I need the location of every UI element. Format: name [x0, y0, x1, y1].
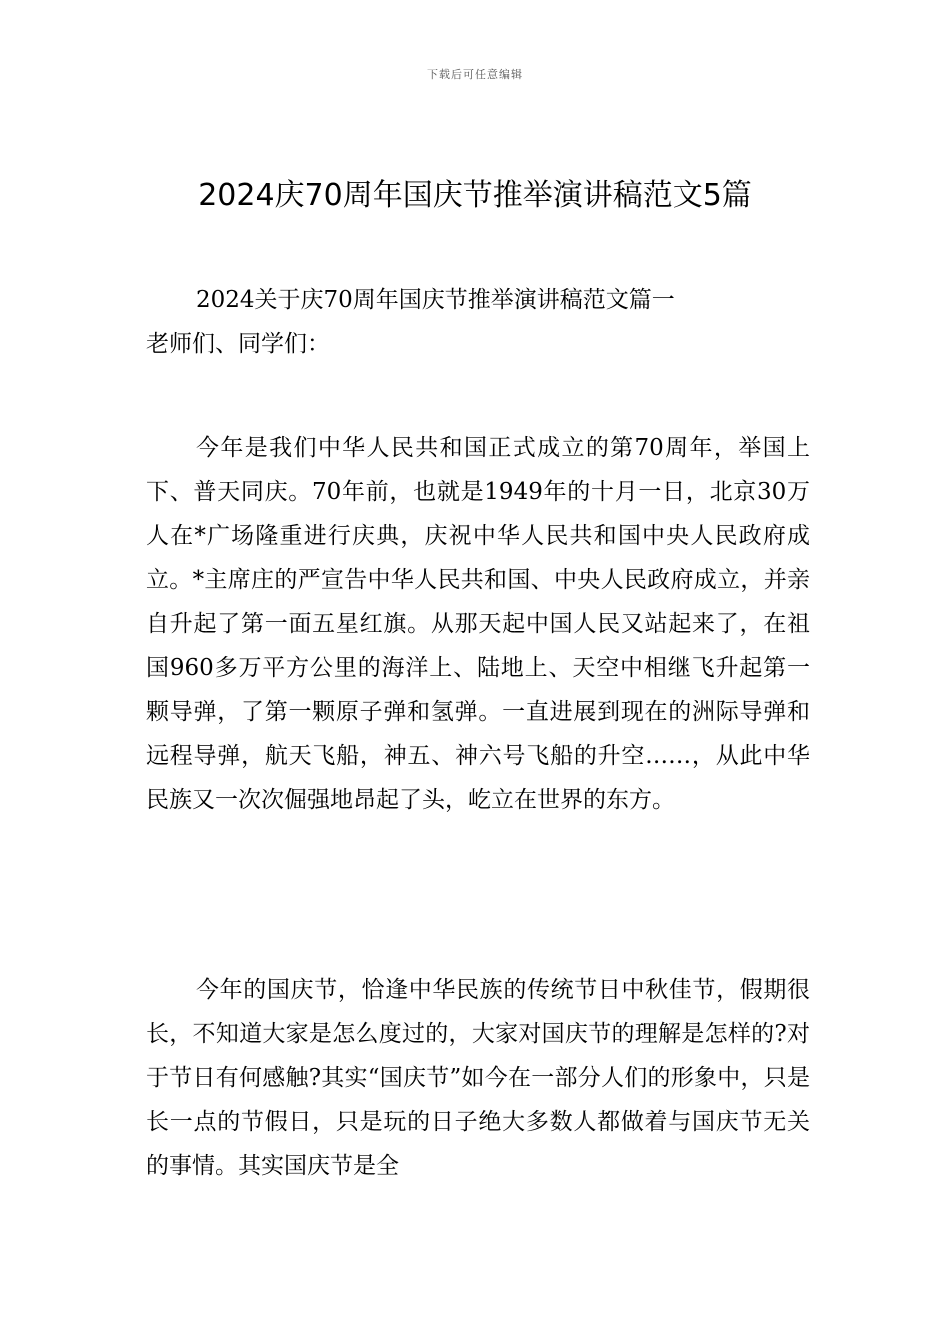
paragraph-1: 今年是我们中华人民共和国正式成立的第70周年，举国上下、普天同庆。70年前，也就是1949年的十月一日，北京30万人在*广场隆重进行庆典，庆祝中华人民共和国中央人民政府成立。*主席庄的严宣告中华人民共和国、中央人民政府成立，并亲自升起了第一面五星红旗。从那天起中国人民又站起来了，在祖国960多万平方公里的海洋上、陆地上、天空中相继飞升起第一颗导弹，了第一颗原子弹和氢弹。一直进展到现在的洲际导弹和远程导弹，航天飞船，神五、神六号飞船的升空……，从此中华民族又一次次倔强地昂起了头，屹立在世界的东方。	[146, 435, 810, 813]
paragraph-2: 今年的国庆节，恰逢中华民族的传统节日中秋佳节，假期很长，不知道大家是怎么度过的，大家对国庆节的理解是怎样的?对于节日有何感触?其实“国庆节”如今在一部分人们的形象中，只是长一点的节假日，只是玩的日子绝大多数人都做着与国庆节无关的事情。其实国庆节是全	[146, 977, 810, 1179]
document-subtitle: 2024关于庆70周年国庆节推举演讲稿范文篇一	[196, 287, 675, 313]
greeting: 老师们、同学们：	[146, 331, 330, 357]
header-note: 下载后可任意编辑	[427, 68, 523, 81]
document-title: 2024庆70周年国庆节推举演讲稿范文5篇	[198, 178, 752, 213]
